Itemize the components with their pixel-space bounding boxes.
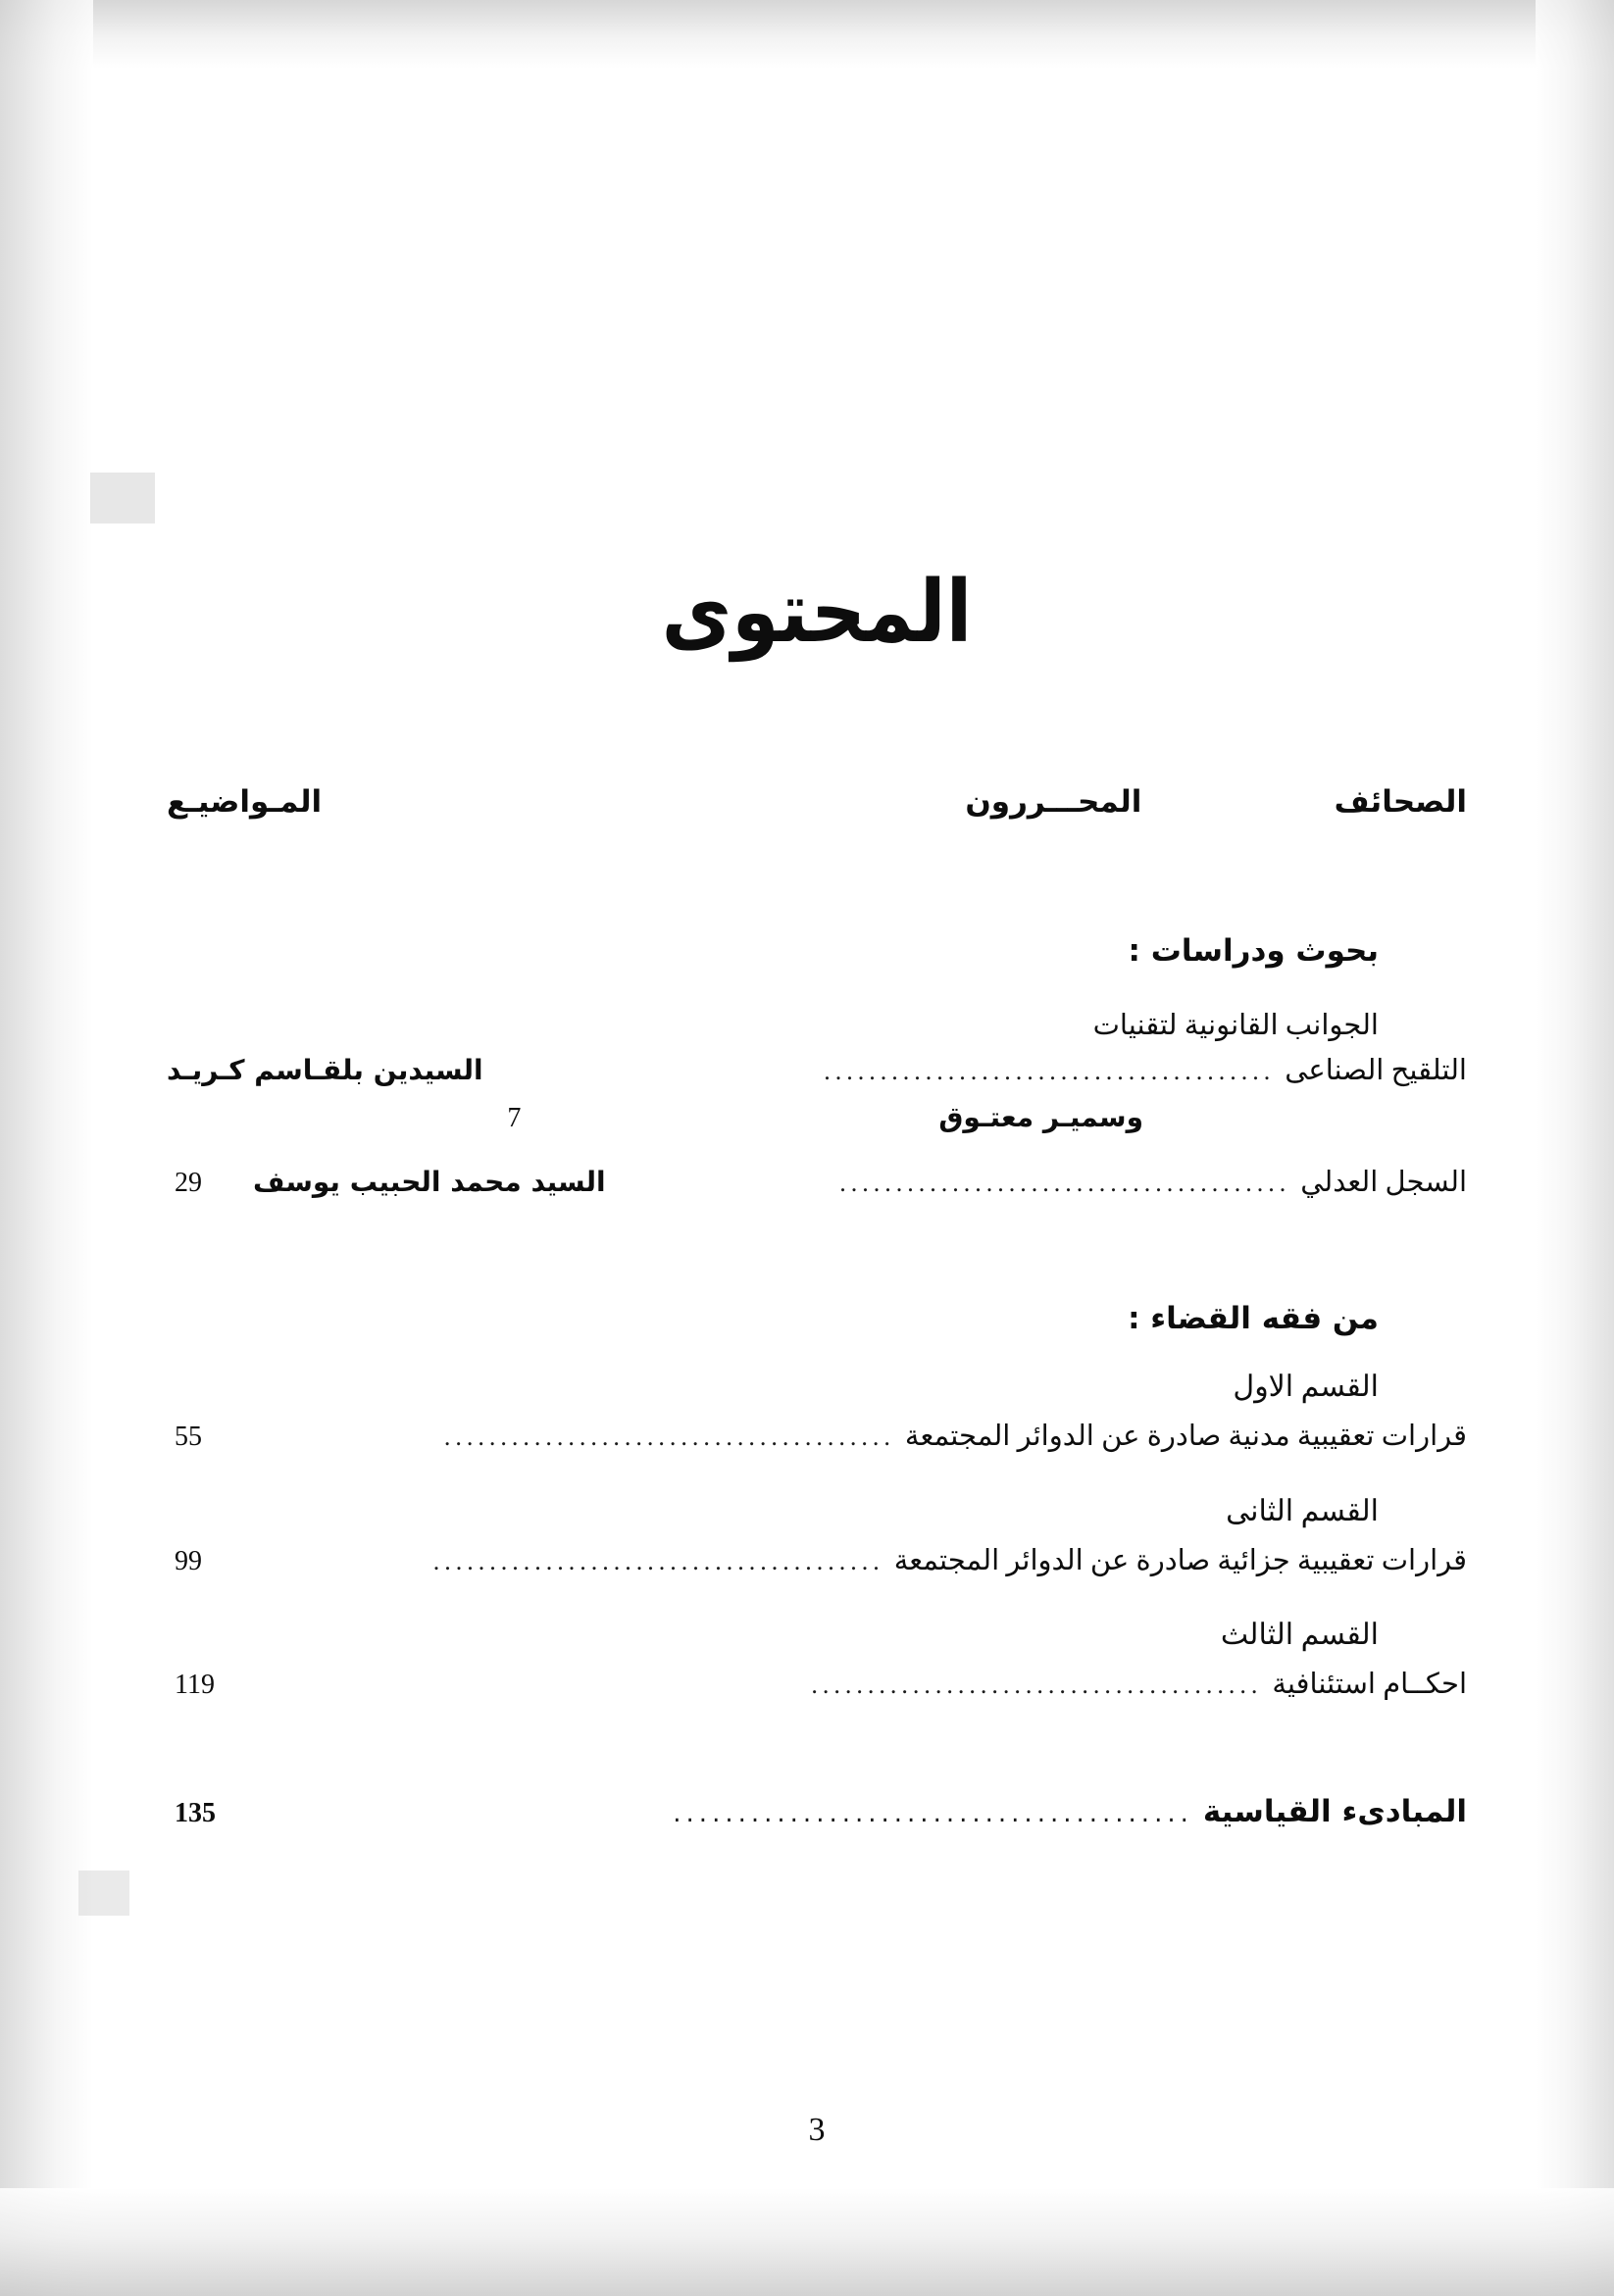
scan-speck	[90, 473, 155, 524]
table-of-contents	[167, 882, 1467, 1843]
part-title: قرارات تعقيبية جزائية صادرة عن الدوائر المجتمعة	[893, 1544, 1467, 1576]
column-header-subjects: المـواضيـع	[167, 784, 323, 820]
toc-row	[167, 1414, 1467, 1461]
part-subheading-first: القسم الاول	[1233, 1370, 1379, 1403]
entry-title-line1: الجوانب القانونية لتقنيات	[1092, 1010, 1379, 1041]
part-subheading-third: القسم الثالث	[1220, 1619, 1379, 1652]
entry-title: السجل العدلي	[1300, 1166, 1467, 1198]
leader-dots: ........................................	[839, 1168, 1291, 1197]
page-footer-number: 3	[808, 2112, 826, 2148]
scan-speck	[78, 1871, 129, 1916]
leader-dots: ........................................	[673, 1799, 1193, 1829]
toc-row	[167, 1160, 1467, 1207]
part-title: احكــام استئنافية	[1272, 1669, 1467, 1701]
entry-author-line1: السيدين بلقـاسم كـريـد	[167, 1054, 483, 1086]
toc-row-standard-principles	[167, 1787, 1467, 1837]
part-subheading-second: القسم الثانى	[1226, 1494, 1379, 1527]
scan-edge-right	[1536, 0, 1614, 2296]
entry-title-line2: التلقيح الصناعى	[1285, 1055, 1467, 1086]
entry-author-line2: وسميـر معتـوق	[938, 1100, 1143, 1133]
scan-edge-left	[0, 0, 93, 2296]
section-heading-jurisprudence: من فقه القضاء :	[1128, 1300, 1379, 1336]
part-page: 119	[175, 1670, 215, 1701]
part-page: 55	[175, 1421, 202, 1452]
leader-dots: ........................................	[824, 1057, 1276, 1085]
leader-dots: ........................................	[811, 1671, 1263, 1700]
column-header-editors: المحـــررون	[965, 784, 1142, 820]
part-title: قرارات تعقيبية مدنية صادرة عن الدوائر المجتمعة	[904, 1420, 1467, 1452]
toc-row-continuation	[167, 1101, 1467, 1134]
toc-row	[167, 1662, 1467, 1709]
entry-page: 29	[175, 1167, 202, 1198]
leader-dots: ........................................	[443, 1422, 895, 1451]
standard-principles-page: 135	[175, 1798, 216, 1829]
part-page: 99	[175, 1545, 202, 1576]
standard-principles-title: المبادىء القياسية	[1202, 1794, 1467, 1830]
page-content	[167, 0, 1467, 2296]
column-header-pages: الصحائف	[1334, 784, 1467, 820]
section-heading-research: بحوث ودراسات :	[1128, 933, 1379, 969]
column-headers	[167, 784, 1467, 820]
toc-row	[167, 1538, 1467, 1585]
page-title: المحتوى	[661, 563, 973, 663]
entry-page: 7	[507, 1102, 522, 1133]
toc-row	[167, 1048, 1467, 1095]
entry-author: السيد محمد الحبيب يوسف	[253, 1165, 606, 1198]
leader-dots: ........................................	[432, 1546, 884, 1575]
